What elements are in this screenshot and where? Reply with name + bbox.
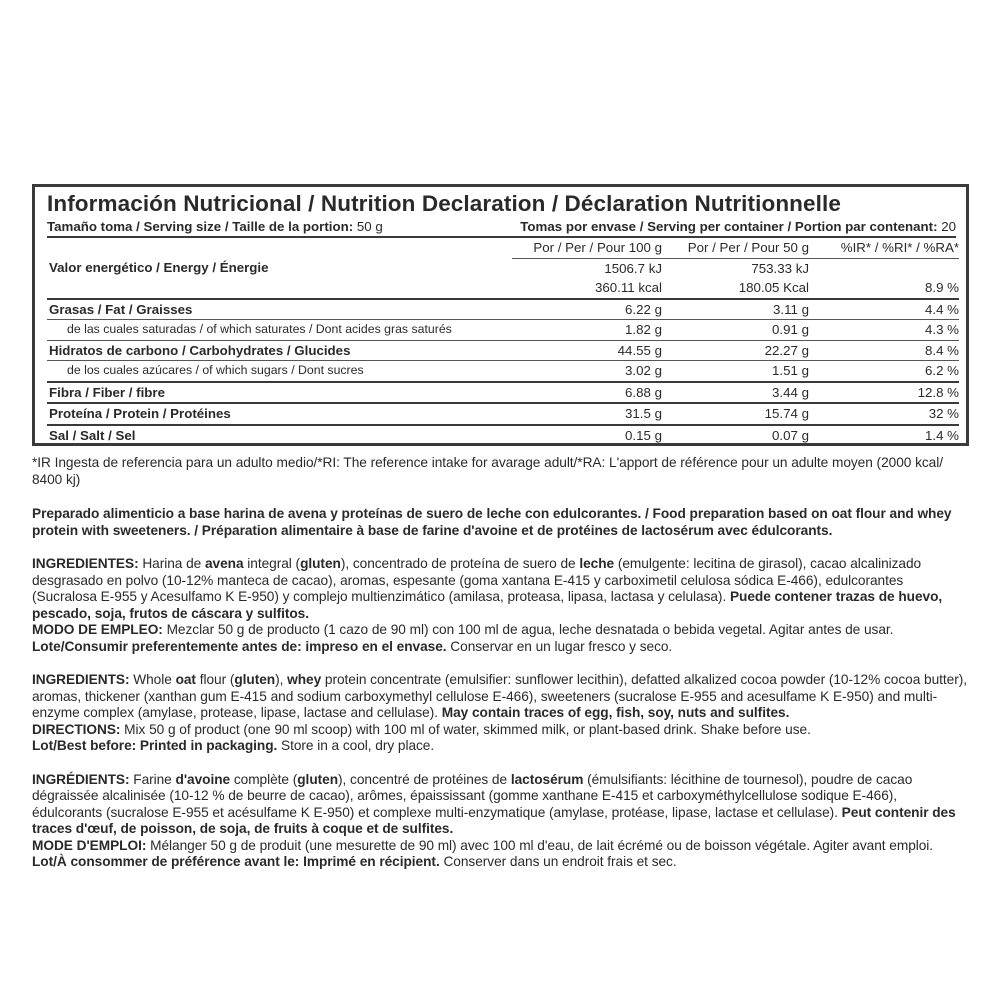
ingredients-en xyxy=(32,672,969,722)
allergen: gluten xyxy=(234,672,276,687)
directions-text: Mélanger 50 g de produit (une mesurette de 90 ml) avec 100 ml d'eau, de lait écrémé ou de boisson végétale. Agiter avant emploi. xyxy=(146,837,934,853)
ingredients-label: INGREDIENTES: xyxy=(32,556,139,571)
servings-per-container xyxy=(520,219,956,236)
section-fr xyxy=(32,772,969,871)
header-per50: Por / Per / Pour 50 g xyxy=(662,238,809,258)
serving-size-label: Tamaño toma / Serving size / Taille de la portion: xyxy=(47,219,354,234)
row-ri: 8.9 % xyxy=(809,278,959,299)
ingredients-text: ), concentré de protéines de xyxy=(338,771,511,787)
storage-text: Conservar en un lugar fresco y seco. xyxy=(446,638,673,654)
row-label: de las cuales saturadas / of which saturates / Dont acides gras saturés xyxy=(47,320,512,341)
row-per100: 6.88 g xyxy=(512,382,662,404)
row-per50: 1.51 g xyxy=(662,361,809,382)
table-row xyxy=(47,403,959,425)
allergen: d'avoine xyxy=(175,771,231,787)
lot-label: Lot/Best before: Printed in packaging. xyxy=(32,738,278,753)
directions-fr xyxy=(32,838,969,855)
allergen: avena xyxy=(204,556,244,571)
row-per50: 15.74 g xyxy=(662,403,809,425)
table-row xyxy=(47,299,959,320)
ingredients-text: flour ( xyxy=(195,672,235,687)
nutrition-table-box xyxy=(32,184,969,446)
directions-label: MODO DE EMPLEO: xyxy=(32,622,163,637)
reference-intake-footnote: *IR Ingesta de referencia para un adulto medio/*RI: The reference intake for avarage adult/*RA: L'apport de référence pour un adulte moyen (2000 kcal/ 8400 kj) xyxy=(32,455,943,487)
directions-text: Mix 50 g of product (one 90 ml scoop) with 100 ml of water, skimmed milk, or plant-based drink. Shake before use. xyxy=(120,721,811,737)
table-row xyxy=(47,361,959,382)
table-row xyxy=(47,340,959,361)
row-per100: 44.55 g xyxy=(512,340,662,361)
row-label xyxy=(47,278,512,299)
row-per50: 3.11 g xyxy=(662,299,809,320)
table-row xyxy=(47,320,959,341)
row-label: Fibra / Fiber / fibre xyxy=(47,382,512,404)
row-per100: 3.02 g xyxy=(512,361,662,382)
storage-text: Store in a cool, dry place. xyxy=(277,738,435,753)
section-en xyxy=(32,672,969,755)
row-per100: 360.11 kcal xyxy=(512,278,662,299)
row-label: Grasas / Fat / Graisses xyxy=(47,299,512,320)
serving-row xyxy=(47,219,956,238)
table-header-row xyxy=(47,238,959,258)
row-per100: 0.15 g xyxy=(625,427,662,443)
allergen: gluten xyxy=(300,556,341,571)
row-label: Proteína / Protein / Protéines xyxy=(47,403,512,425)
row-per100: 1.82 g xyxy=(512,320,662,341)
row-per50: 0.07 g xyxy=(772,427,809,443)
nutrition-title: Información Nutricional / Nutrition Declaration / Déclaration Nutritionnelle xyxy=(47,191,841,216)
ingredients-fr xyxy=(32,772,969,838)
row-per50: 22.27 g xyxy=(662,340,809,361)
row-ri xyxy=(809,258,959,278)
ingredients-text: (émulsifiants: lécithine de tournesol), poudre de cacao dégraissée alcalinisée (10-12 % de beurre de cacao), arômes, épaississant (gomme xanthane E-415 et carboxyméthylcellulose sodique E-466), édulcorants (sucralose E-955 et acésulfame K E-950) et complexe multi-enzymatique (amylase, protéase, lipase, lactase et cellulase). xyxy=(32,771,913,820)
label-sheet xyxy=(32,184,969,871)
row-per100: 31.5 g xyxy=(512,403,662,425)
ingredients-text: (emulgente: lecitina de girasol), cacao alcalinizado desgrasado en polvo (10-12% manteca de cacao), aromas, espesante (goma xantana E-415 y carboximetil celulosa sódica E-466), edulcorantes (Sucralosa E-955 y Acesulfamo K E-950) y complejo multienzimático (amilasa, proteasa, lipasa, lactasa y celulasa). xyxy=(32,556,922,604)
ingredients-text: integral ( xyxy=(243,556,301,571)
ingredients-text: complète ( xyxy=(230,771,298,787)
row-label: Hidratos de carbono / Carbohydrates / Glucides xyxy=(47,340,512,361)
row-ri: 32 % xyxy=(809,403,959,425)
ingredients-text: protein concentrate (emulsifier: sunflower lecithin), defatted alkalized cocoa powder (10-12% cocoa butter), aromas, thickener (xanthan gum E-415 and sodium carboxymethyl cellulose E-466), sweeteners (sucralose E-955 and acesulfame K E-950) and multi-enzyme complex (amylase, protease, lipase, lactase and cellulase). xyxy=(32,672,967,720)
lot-label: Lot/À consommer de préférence avant le: Imprimé en récipient. xyxy=(32,854,440,869)
row-per50: 3.44 g xyxy=(662,382,809,404)
table-row xyxy=(47,278,959,299)
header-ri: %IR* / %RI* / %RA* xyxy=(809,238,959,258)
ingredients-label: INGREDIENTS: xyxy=(32,672,130,687)
directions-label: DIRECTIONS: xyxy=(32,721,121,737)
directions-label: MODE D'EMPLOI: xyxy=(32,837,147,853)
row-label: de los cuales azúcares / of which sugars / Dont sucres xyxy=(47,361,512,382)
section-es xyxy=(32,556,969,655)
row-per50: 0.91 g xyxy=(662,320,809,341)
table-row xyxy=(47,382,959,404)
row-per100: 1506.7 kJ xyxy=(604,260,662,276)
allergen: whey xyxy=(287,672,322,687)
preparation-description: Preparado alimenticio a base harina de avena y proteínas de suero de leche con edulcorantes. / Food preparation based on oat flour and whey protein with sweeteners. / Préparation alimentaire à base de farine d'avoine et de protéines de lactosérum avec édulcorants. xyxy=(32,506,952,538)
directions-en xyxy=(32,722,969,739)
serving-size-value: 50 g xyxy=(353,219,383,234)
ingredients-text: Whole xyxy=(129,672,176,687)
row-per50: 753.33 kJ xyxy=(751,260,809,276)
table-row xyxy=(47,258,959,278)
allergen-warning: May contain traces of egg, fish, soy, nuts and sulfites. xyxy=(441,705,790,720)
row-ri: 8.4 % xyxy=(809,340,959,361)
header-blank xyxy=(47,238,512,258)
allergen-warning: Puede contener trazas de huevo, pescado, soja, frutos de cáscara y sulfitos. xyxy=(32,589,943,621)
lot-label: Lote/Consumir preferentemente antes de: impreso en el envase. xyxy=(32,638,447,654)
allergen: lactosérum xyxy=(510,771,584,787)
row-ri: 4.4 % xyxy=(809,299,959,320)
row-label: Valor energético / Energy / Énergie xyxy=(49,260,269,276)
lot-es xyxy=(32,639,969,656)
row-ri: 12.8 % xyxy=(809,382,959,404)
row-ri: 4.3 % xyxy=(809,320,959,341)
ingredients-es xyxy=(32,556,969,622)
ingredients-text: Farine xyxy=(129,771,176,787)
row-ri: 1.4 % xyxy=(924,427,959,443)
allergen: oat xyxy=(175,672,196,687)
header-per100: Por / Per / Pour 100 g xyxy=(512,238,662,258)
nutrition-table xyxy=(47,238,959,445)
row-per50: 180.05 Kcal xyxy=(662,278,809,299)
table-row xyxy=(47,425,959,446)
lot-fr xyxy=(32,854,969,871)
lot-en xyxy=(32,738,969,755)
allergen: gluten xyxy=(297,771,339,787)
row-ri: 6.2 % xyxy=(809,361,959,382)
allergen: leche xyxy=(579,556,615,571)
row-per100: 6.22 g xyxy=(512,299,662,320)
servings-value: 20 xyxy=(937,219,956,234)
directions-es xyxy=(32,622,969,639)
serving-size xyxy=(47,219,383,236)
directions-text: Mezclar 50 g de producto (1 cazo de 90 ml) con 100 ml de agua, leche desnatada o bebida vegetal. Agitar antes de usar. xyxy=(162,622,894,637)
storage-text: Conserver dans un endroit frais et sec. xyxy=(439,854,677,869)
ingredients-text: ), xyxy=(275,672,288,687)
ingredients-label: INGRÉDIENTS: xyxy=(32,771,130,787)
servings-label: Tomas por envase / Serving per container / Portion par contenant: xyxy=(520,219,938,234)
ingredients-text: ), concentrado de proteína de suero de xyxy=(340,556,580,571)
ingredients-text: Harina de xyxy=(138,556,205,571)
allergen-warning: Peut contenir des traces d'œuf, de poisson, de soja, de fruits à coque et de sulfites. xyxy=(32,804,956,836)
row-label: Sal / Salt / Sel xyxy=(49,427,136,443)
